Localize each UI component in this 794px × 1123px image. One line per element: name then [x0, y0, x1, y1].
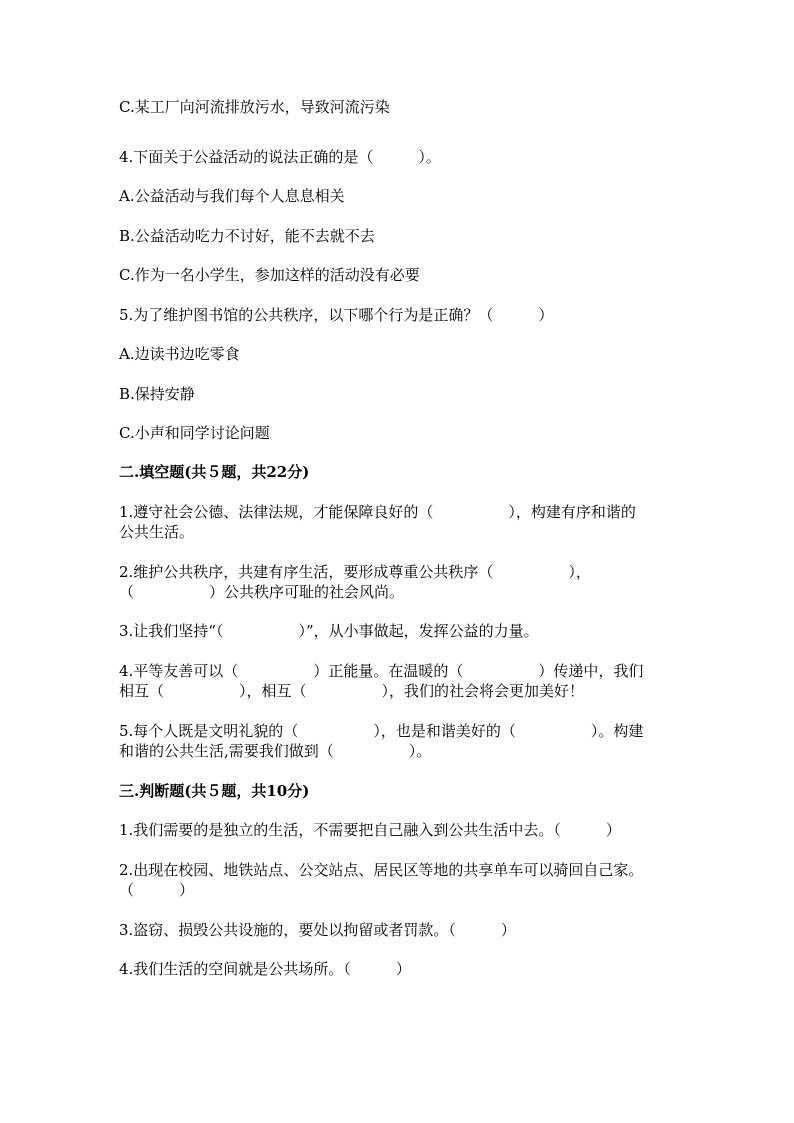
fill-question-5-line-2: 和谐的公共生活,需要我们做到（ ）。: [119, 742, 432, 760]
section-heading-true-false: 三.判断题(共５题，共10分): [119, 782, 310, 800]
option-b-q4: B.公益活动吃力不讨好，能不去就不去: [119, 227, 375, 245]
fill-question-1-line-2: 公共生活。: [119, 523, 195, 541]
tf-question-2-line-2: （ ）: [119, 881, 195, 899]
section-heading-fill-blank: 二.填空题(共５题，共22分): [119, 463, 310, 481]
tf-question-4: 4.我们生活的空间就是公共场所。（ ）: [119, 960, 411, 978]
option-a-q5: A.边读书边吃零食: [119, 345, 240, 363]
option-c-q5: C.小声和同学讨论问题: [119, 424, 270, 442]
option-a-q4: A.公益活动与我们每个人息息相关: [119, 187, 345, 205]
question-5: 5.为了维护图书馆的公共秩序，以下哪个行为是正确？（ ）: [119, 306, 554, 324]
fill-question-5-line-1: 5.每个人既是文明礼貌的（ ），也是和谐美好的（ ）。构建: [119, 722, 644, 740]
fill-question-1-line-1: 1.遵守社会公德、法律法规，才能保障良好的（ ），构建有序和谐的: [119, 503, 636, 521]
question-4: 4.下面关于公益活动的说法正确的是（ ）。: [119, 148, 441, 166]
fill-question-2-line-2: （ ）公共秩序可耻的社会风尚。: [119, 583, 405, 601]
option-b-q5: B.保持安静: [119, 385, 195, 403]
option-c-q4: C.作为一名小学生，参加这样的活动没有必要: [119, 266, 420, 284]
tf-question-3: 3.盗窃、损毁公共设施的，要处以拘留或者罚款。（ ）: [119, 921, 516, 939]
fill-question-4-line-2: 相互（ ），相互（ ），我们的社会将会更加美好！: [119, 682, 585, 700]
fill-question-3: 3.让我们坚持“（ ）”，从小事做起，发挥公益的力量。: [119, 622, 539, 640]
option-c-q3: C.某工厂向河流排放污水，导致河流污染: [119, 98, 390, 116]
fill-question-4-line-1: 4.平等友善可以（ ）正能量。在温暖的（ ）传递中，我们: [119, 662, 644, 680]
tf-question-1: 1.我们需要的是独立的生活，不需要把自己融入到公共生活中去。（ ）: [119, 821, 621, 839]
fill-question-2-line-1: 2.维护公共秩序，共建有序生活，要形成尊重公共秩序（ ），: [119, 563, 591, 581]
tf-question-2-line-1: 2.出现在校园、地铁站点、公交站点、居民区等地的共享单车可以骑回自己家。: [119, 861, 644, 879]
